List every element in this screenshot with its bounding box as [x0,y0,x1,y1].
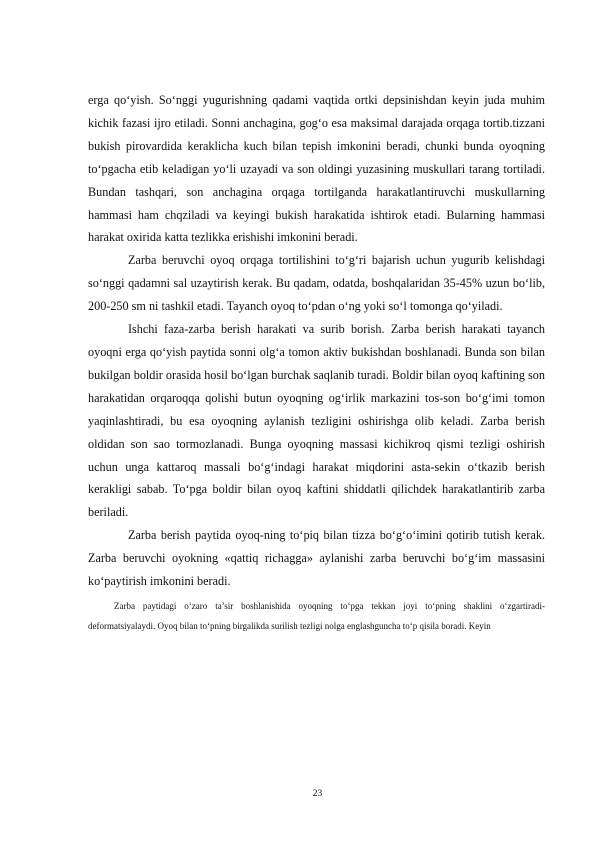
paragraph-small-print: Zarba paytidagi o‘zaro ta’sir boshlanishida oyoqning to‘pga tekkan joyi to‘pning shaklini o‘zgartiradi-deformatsiyalaydi. Oyoq bilan to‘pning birgalikda surilish tezligi nolga englashguncha to‘p qisila boradi. Keyin [88,600,545,632]
page-number: 23 [312,789,323,799]
paragraph-ankle-knee-fixing: Zarba berish paytida oyoq-ning to‘piq bilan tizza bo‘g‘o‘imini qotirib tutish kerak. Zarba beruvchi oyokning «qattiq richagga» aylanishi zarba beruvchi bo‘g‘im massasini ko‘paytirish imkonini beradi. [88,528,545,589]
paragraph-leg-backswing: Zarba beruvchi oyoq orqaga tortilishini to‘g‘ri bajarish uchun yugurib kelishdagi so‘nggi qadamni sal uzaytirish kerak. Bu qadam, odatda, boshqalaridan 35-45% uzun bo‘lib, 200-250 sm ni tashkil etadi. Tayanch oyoq to‘pdan o‘ng yoki so‘l tomonga qo‘yiladi. [88,253,545,314]
paragraph-working-phase: Ishchi faza-zarba berish harakati va surib borish. Zarba berish harakati tayanch oyoqni erga qo‘yish paytida sonni olg‘a tomon aktiv bukishdan boshlanadi. Bunda son bilan bukilgan boldir orasida hosil bo‘lgan burchak saqlanib turadi. Boldir bilan oyoq kaftining son harakatidan orqaroqqa qolishi butun oyoqning og‘irlik markazini tos-son bo‘g‘imi tomon yaqinlashtiradi, bu esa oyoqning aylanish tezligini oshirishga olib keladi. Zarba berish oldidan son sao tormozlanadi. Bunga oyoqning massasi kichikroq qismi tezligi oshirish uchun unga kattaroq massali bo‘g‘indagi harakat miqdorini asta-sekin o‘tkazib berish kerakligi sabab. To‘pga boldir bilan oyoq kaftini shiddatli qilichdek harakatlantirib zarba beriladi. [88,322,545,520]
paragraph-continuation: erga qo‘yish. So‘nggi yugurishning qadami vaqtida ortki depsinishdan keyin juda muhim kichik fazasi ijro etiladi. Sonni anchagina, gog‘o esa maksimal darajada orqaga tortib.tizzani bukish pirovardida keraklicha kuch bilan tepish imkonini beradi, chunki bunda oyoqning to‘pgacha etib keladigan yo‘li uzayadi va son oldingi yuzasining muskullari tarang tortiladi. Bundan tashqari, son anchagina orqaga tortilganda harakatlantiruvchi muskullarning hammasi ham chqziladi va keyingi bukish harakatida ishtirok etadi. Bularning hammasi harakat oxirida katta tezlikka erishishi imkonini beradi. [88,93,545,245]
document-page [88,89,545,637]
